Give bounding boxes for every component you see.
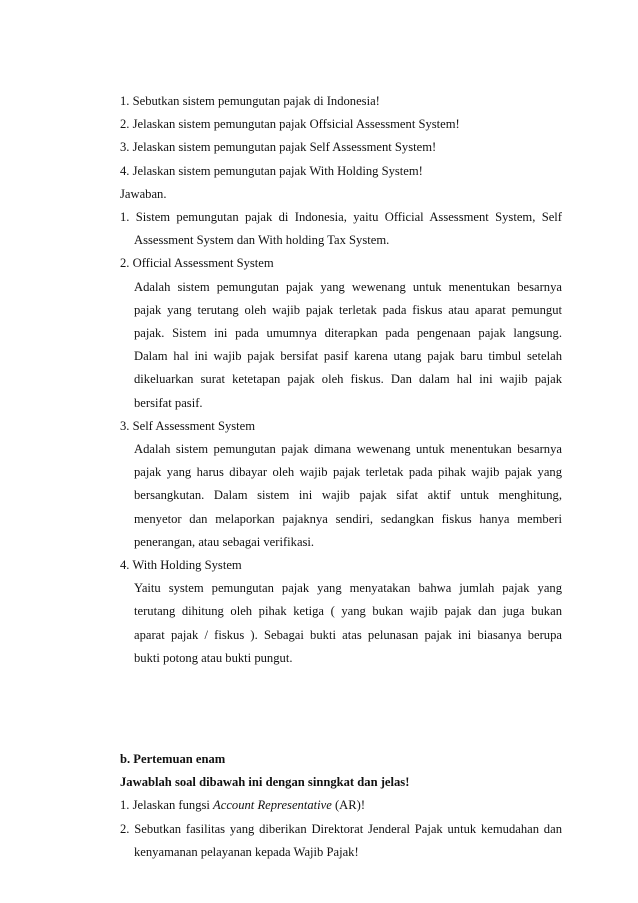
section-b-question-2: 2. Sebutkan fasilitas yang diberikan Direktorat Jenderal Pajak untuk kemudahan dan [120, 821, 562, 836]
answer-4-line: Yaitu system pemungutan pajak yang menyatakan bahwa jumlah pajak yang [134, 581, 562, 596]
section-b-question-1 [120, 794, 562, 817]
section-b-question-1-prefix: 1. Jelaskan fungsi [120, 798, 214, 813]
answer-1-line: Assessment System dan With holding Tax System. [134, 233, 390, 248]
answer-2-line: bersifat pasif. [134, 395, 203, 410]
answer-2-line: Dalam hal ini wajib pajak bersifat pasif karena utang pajak baru timbul setelah [134, 349, 562, 364]
answer-2-line: pajak. Sistem ini pada umumnya diterapkan pada pengenaan pajak langsung. [134, 326, 562, 341]
answer-4-title: 4. With Holding System [120, 558, 242, 573]
answer-3-line: menyetor dan melaporkan pajaknya sendiri, sedangkan fiskus hanya memberi [134, 511, 562, 526]
answer-heading: Jawaban. [120, 186, 167, 201]
document-page [120, 90, 562, 864]
section-b-question-1-term: Account Representative [213, 798, 332, 813]
section-b-question-2: kenyamanan pelayanan kepada Wajib Pajak! [134, 844, 359, 859]
answer-2-line: pajak yang terutang oleh wajib pajak terletak pada fiskus atau aparat pemungut [134, 302, 562, 317]
section-b-instruction: Jawablah soal dibawah ini dengan sinngkat dan jelas! [120, 775, 410, 790]
answer-2-line: dikeluarkan surat ketetapan pajak oleh fiskus. Dan dalam hal ini wajib pajak [134, 372, 562, 387]
answer-3-line: penerangan, atau sebagai verifikasi. [134, 534, 315, 549]
answer-3-line: bersangkutan. Dalam sistem ini wajib pajak sifat aktif untuk menghitung, [134, 488, 562, 503]
question-4: 4. Jelaskan sistem pemungutan pajak With Holding System! [120, 163, 423, 178]
answer-3-line: Adalah sistem pemungutan pajak dimana wewenang untuk menentukan besarnya [134, 442, 562, 457]
question-1: 1. Sebutkan sistem pemungutan pajak di Indonesia! [120, 94, 380, 108]
section-b-question-1-suffix: (AR)! [331, 798, 366, 813]
answer-4-line: terutang dihitung oleh pihak ketiga ( yang bukan wajib pajak dan juga bukan [134, 604, 562, 619]
answer-2-line: Adalah sistem pemungutan pajak yang wewenang untuk menentukan besarnya [134, 279, 562, 294]
answer-2-title: 2. Official Assessment System [120, 256, 274, 271]
answer-4-line: aparat pajak / fiskus ). Sebagai bukti atas pelunasan pajak ini biasanya berupa [134, 627, 562, 642]
question-3: 3. Jelaskan sistem pemungutan pajak Self Assessment System! [120, 140, 437, 155]
question-2: 2. Jelaskan sistem pemungutan pajak Offsicial Assessment System! [120, 117, 460, 132]
spacer [120, 670, 562, 748]
answer-1-line: 1. Sistem pemungutan pajak di Indonesia, yaitu Official Assessment System, Self [120, 210, 562, 225]
section-b-title: b. Pertemuan enam [120, 752, 226, 767]
answer-3-title: 3. Self Assessment System [120, 418, 256, 433]
answer-4-line: bukti potong atau bukti pungut. [134, 650, 293, 665]
answer-3-line: pajak yang harus dibayar oleh wajib pajak terletak pada pihak wajib pajak yang [134, 465, 562, 480]
